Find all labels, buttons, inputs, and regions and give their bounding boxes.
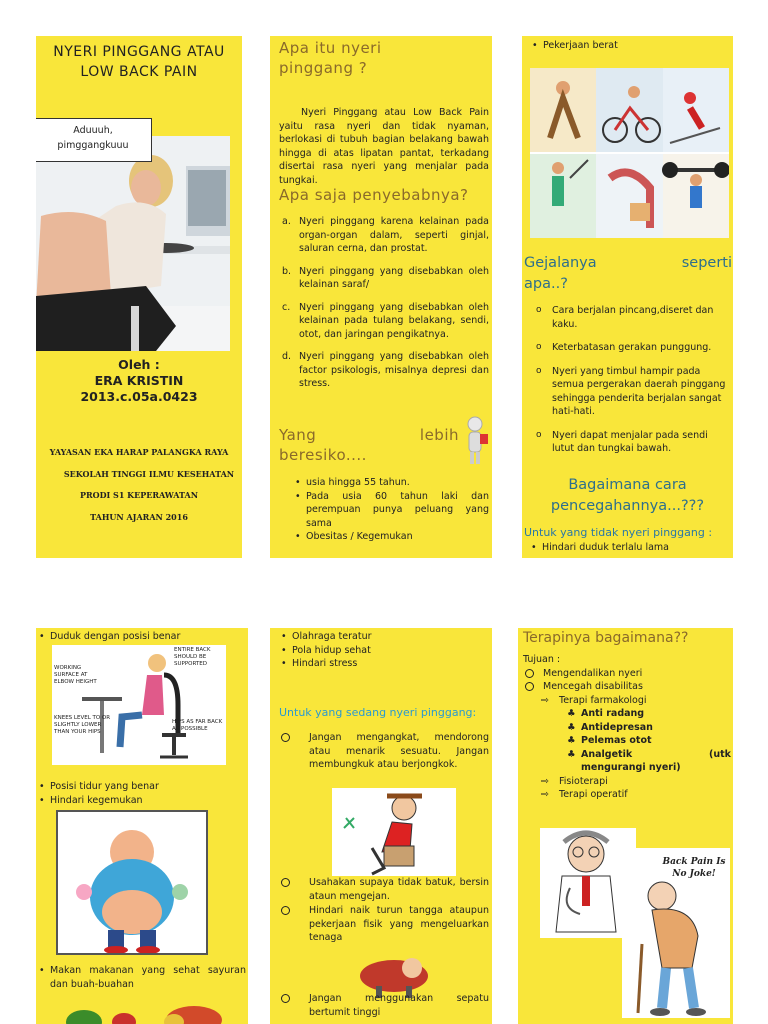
cause-marker: c. bbox=[282, 301, 291, 313]
lifestyle-item: • Hindari stress bbox=[278, 657, 478, 671]
sports-collage-icons bbox=[530, 68, 729, 238]
symptom-item: o Cara berjalan pincang,diseret dan kaku. bbox=[530, 304, 730, 331]
ring-bullet-icon bbox=[281, 733, 290, 742]
ergo-label-back: ENTIRE BACK SHOULD BE SUPPORTED bbox=[174, 647, 211, 667]
joke-caption: Back Pain Is No Joke! bbox=[662, 857, 726, 879]
club-bullet-icon: ♣ bbox=[567, 708, 576, 719]
club-bullet-icon: ♣ bbox=[567, 721, 576, 733]
symptom-item: o Nyeri dapat menjalar pada sendi lutut dan tungkai bawah. bbox=[530, 429, 730, 456]
heading-causes: Apa saja penyebabnya? bbox=[279, 186, 469, 204]
overweight-man-cartoon bbox=[58, 812, 206, 953]
vegetables-image bbox=[54, 1000, 234, 1024]
healthy-food-item: • Makan makanan yang sehat sayuran dan buah-buahan bbox=[36, 964, 246, 991]
cause-text: Nyeri pinggang yang disebabkan oleh kelainan saraf/ bbox=[299, 265, 489, 290]
panel-definition bbox=[270, 36, 492, 558]
sub-heading-no-pain: Untuk yang tidak nyeri pinggang : bbox=[524, 526, 713, 539]
thinking-figure-icon bbox=[464, 416, 490, 466]
back-pain-photo bbox=[36, 136, 230, 351]
cause-text: Nyeri pinggang yang disebabkan oleh factor psikologis, misalnya depresi dan stress. bbox=[299, 351, 489, 389]
woman-at-desk-illustration bbox=[36, 136, 230, 351]
cause-item bbox=[279, 301, 489, 342]
panel-prevention bbox=[36, 628, 248, 1024]
ergonomic-sitting-diagram bbox=[52, 645, 226, 765]
man-lifting-box-cartoon bbox=[332, 788, 456, 876]
cause-item bbox=[279, 350, 489, 391]
panel-lifestyle bbox=[270, 628, 492, 1024]
sleep-weight-items bbox=[36, 780, 241, 807]
club-bullet-icon: ♣ bbox=[567, 735, 576, 746]
lifting-cartoon bbox=[332, 788, 456, 876]
symptoms-list bbox=[530, 304, 730, 466]
ergo-label-knees: KNEES LEVEL TO OR SLIGHTLY LOWER THAN YOUR HIPS bbox=[54, 715, 111, 735]
risk-item: • usia hingga 55 tahun. bbox=[292, 476, 489, 490]
drug-list: ♣ Anti radang ♣ Antidepresan ♣ Pelemas otot ♣ Analgetik (utk mengurangi nyeri) bbox=[567, 708, 731, 773]
lifestyle-item: • Olahraga teratur bbox=[278, 630, 478, 644]
heading-what-is: Apa itu nyeri pinggang ? bbox=[279, 39, 382, 77]
sports-collage bbox=[530, 68, 729, 238]
ring-bullet-icon bbox=[525, 669, 534, 678]
ring-bullet-icon bbox=[281, 906, 290, 915]
symptom-item: o Nyeri yang timbul hampir pada semua pergerakan daerah pinggang sehingga penderita berjalan sangat hati-hati. bbox=[530, 365, 730, 419]
cause-marker: d. bbox=[282, 351, 292, 362]
arrow-bullet-icon: ⇨ bbox=[541, 775, 549, 787]
risk-item: • Obesitas / Kegemukan bbox=[292, 530, 489, 544]
ergo-label-hips: HIPS AS FAR BACK AS POSSIBLE bbox=[172, 719, 223, 732]
author-block bbox=[36, 357, 242, 405]
obesity-illustration bbox=[56, 810, 208, 955]
risk-list bbox=[292, 476, 489, 544]
lifestyle-list bbox=[278, 630, 478, 671]
heading-prevention: Bagaimana cara pencegahannya...??? bbox=[550, 477, 705, 514]
heavy-work-item: • Pekerjaan berat bbox=[529, 39, 729, 53]
prevention-item: • Hindari kegemukan bbox=[36, 794, 241, 808]
risk-item: • Pada usia 60 tahun laki dan perempuan punya peluang yang sama bbox=[292, 490, 489, 531]
by-label: Oleh : bbox=[118, 357, 160, 372]
prevention-item: • Posisi tidur yang benar bbox=[36, 780, 241, 794]
cause-text: Nyeri pinggang karena kelainan pada organ-organ dalam, seperti ginjal, saluran cerna, dan prostat. bbox=[299, 216, 489, 254]
panel-symptoms bbox=[522, 36, 733, 558]
arrow-bullet-icon: ⇨ bbox=[541, 789, 549, 800]
panel-therapy bbox=[518, 628, 733, 1024]
back-pain-joke-cartoon bbox=[622, 848, 730, 1018]
cause-text: Nyeri pinggang yang disebabkan oleh kelainan pada tulang belakang, sendi, otot, dan jaringan pengikatnya. bbox=[299, 301, 489, 340]
cause-item bbox=[279, 215, 489, 256]
advice-1: Jangan mengangkat, mendorong atau menarik sesuatu. Jangan membungkuk atau berjongkok. bbox=[279, 731, 489, 772]
author-name: ERA KRISTIN bbox=[94, 373, 184, 388]
cause-item bbox=[279, 265, 489, 292]
cause-marker: a. bbox=[282, 216, 291, 227]
heading-therapy: Terapinya bagaimana?? bbox=[523, 630, 689, 646]
definition-text: Nyeri Pinggang atau Low Back Pain yaitu rasa nyeri dan tidak nyaman, berlokasi di tubuh bagian belakang bawah hingga di atas lipatan pantat, terkadang disertai rasa nyeri yang menjalar pada tungkai. bbox=[279, 107, 489, 186]
caption-bubble: Aduuuh, pimggangkuuu bbox=[36, 118, 152, 162]
ergo-label-surface: WORKING SURFACE AT ELBOW HEIGHT bbox=[54, 665, 97, 685]
ring-bullet-icon bbox=[525, 682, 534, 691]
heading-symptoms: Gejalanya seperti apa..? bbox=[524, 255, 732, 292]
ring-bullet-icon bbox=[281, 878, 290, 887]
symptom-item: o Keterbatasan gerakan punggung. bbox=[530, 341, 730, 355]
panel-cover bbox=[36, 36, 242, 558]
cause-marker: b. bbox=[282, 265, 292, 277]
ring-bullet-icon bbox=[281, 994, 290, 1003]
arrow-bullet-icon: ⇨ bbox=[541, 694, 549, 706]
student-id: 2013.c.05a.0423 bbox=[80, 389, 198, 404]
prevention-first-item: • Hindari duduk terlalu lama bbox=[528, 541, 728, 555]
sitting-item: • Duduk dengan posisi benar bbox=[36, 630, 241, 644]
lifestyle-item: • Pola hidup sehat bbox=[278, 644, 478, 658]
advice-4: Jangan menggunakan sepatu bertumit tinggi bbox=[279, 992, 489, 1019]
sub-heading-in-pain: Untuk yang sedang nyeri pinggang: bbox=[279, 706, 477, 719]
causes-list bbox=[279, 215, 489, 400]
club-bullet-icon: ♣ bbox=[567, 748, 576, 760]
institution-block: YAYASAN EKA HARAP PALANGKA RAYA SEKOLAH TINGGI ILMU KESEHATAN PRODI S1 KEPERAWATAN TAHUN AJARAN 2016 bbox=[49, 447, 235, 522]
therapy-goals: Tujuan : Mengendalikan nyeri Mencegah disabilitas ⇨ Terapi farmakologi ♣ Anti radang ♣ Antidepresan ♣ Pelemas otot ♣ Analgetik (utk mengurangi nyeri) ⇨ Fisioterapi ⇨ Terapi operatif bbox=[523, 654, 731, 800]
advice-2-3: Usahakan supaya tidak batuk, bersin ataun mengejan. Hindari naik turun tangga ataupun pekerjaan fisik yang mengeluarkan tenaga bbox=[279, 876, 489, 945]
cover-title: NYERI PINGGANG ATAU LOW BACK PAIN bbox=[53, 44, 225, 80]
heading-at-risk: Yang lebih beresiko.... bbox=[279, 426, 459, 464]
